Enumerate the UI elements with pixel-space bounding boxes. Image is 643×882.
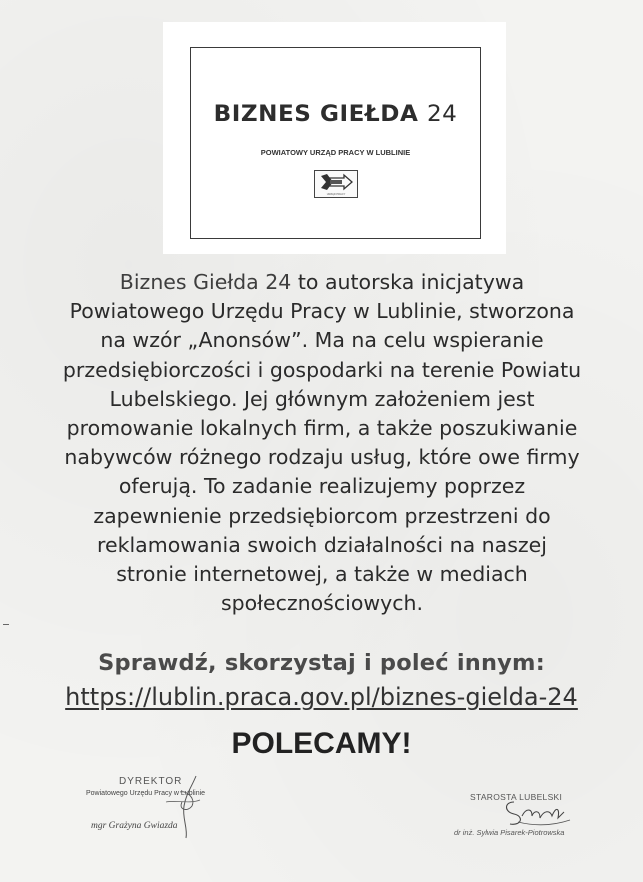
- starost-handwritten-signature: [500, 796, 580, 830]
- starost-name: dr inż. Sylwia Pisarek-Piotrowska: [454, 828, 565, 837]
- description-line: Powiatowego Urzędu Pracy w Lublinie, stworzona: [69, 299, 575, 324]
- description-line: Lubelskiego. Jej głównym założeniem jest: [109, 386, 535, 411]
- starost-title: STAROSTA LUBELSKI: [470, 792, 563, 802]
- recommend-heading: POLECAMY!: [231, 727, 412, 760]
- description-line: [22, 268, 622, 297]
- brand-title-number: 24: [426, 102, 458, 127]
- description-line: promowanie lokalnych firm, a także poszukiwanie: [66, 416, 578, 441]
- logo-frame: [190, 47, 481, 239]
- description-line: społecznościowych.: [220, 591, 424, 616]
- arrow-logo-icon: [318, 173, 354, 191]
- director-title: DYREKTOR: [119, 776, 183, 787]
- website-link[interactable]: https://lublin.praca.gov.pl/biznes-gielda-24: [65, 683, 578, 711]
- director-organization: Powiatowego Urzędu Pracy w Lublinie: [86, 790, 206, 797]
- description-line: przedsiębiorczości i gospodarki na terenie Powiatu: [62, 357, 582, 382]
- description-line: zapewnienie przedsiębiorcom przestrzeni do: [93, 503, 551, 528]
- brand-title-word: BIZNES GIEŁDA: [213, 102, 419, 127]
- starost-signature-block: [454, 786, 614, 846]
- description-line: nabywców różnego rodzaju usług, które owe firmy: [64, 445, 580, 470]
- description-text: [22, 268, 622, 618]
- director-signature-block: [86, 772, 256, 842]
- description-line: reklamowania swoich działalności na naszej: [97, 532, 547, 557]
- call-to-action: Sprawdź, skorzystaj i poleć innym:: [98, 650, 545, 676]
- description-line: stronie internetowej, a także w mediach: [116, 562, 528, 587]
- brand-subtitle: POWIATOWY URZĄD PRACY W LUBLINIE: [260, 148, 411, 157]
- director-name: mgr Grażyna Gwiazda: [91, 821, 178, 831]
- brand-mark-caption: URZĄD PRACY: [326, 193, 346, 196]
- description-line-text: to autorska inicjatywa: [291, 270, 525, 294]
- program-name: Biznes Giełda 24: [119, 270, 292, 294]
- margin-mark: [3, 624, 9, 625]
- brand-title: [184, 102, 487, 127]
- director-handwritten-signature: [156, 772, 226, 840]
- office-logo-icon: [314, 170, 358, 198]
- description-line: na wzór „Anonsów”. Ma na celu wspieranie: [100, 328, 544, 353]
- description-line: oferują. To zadanie realizujemy poprzez: [118, 474, 526, 499]
